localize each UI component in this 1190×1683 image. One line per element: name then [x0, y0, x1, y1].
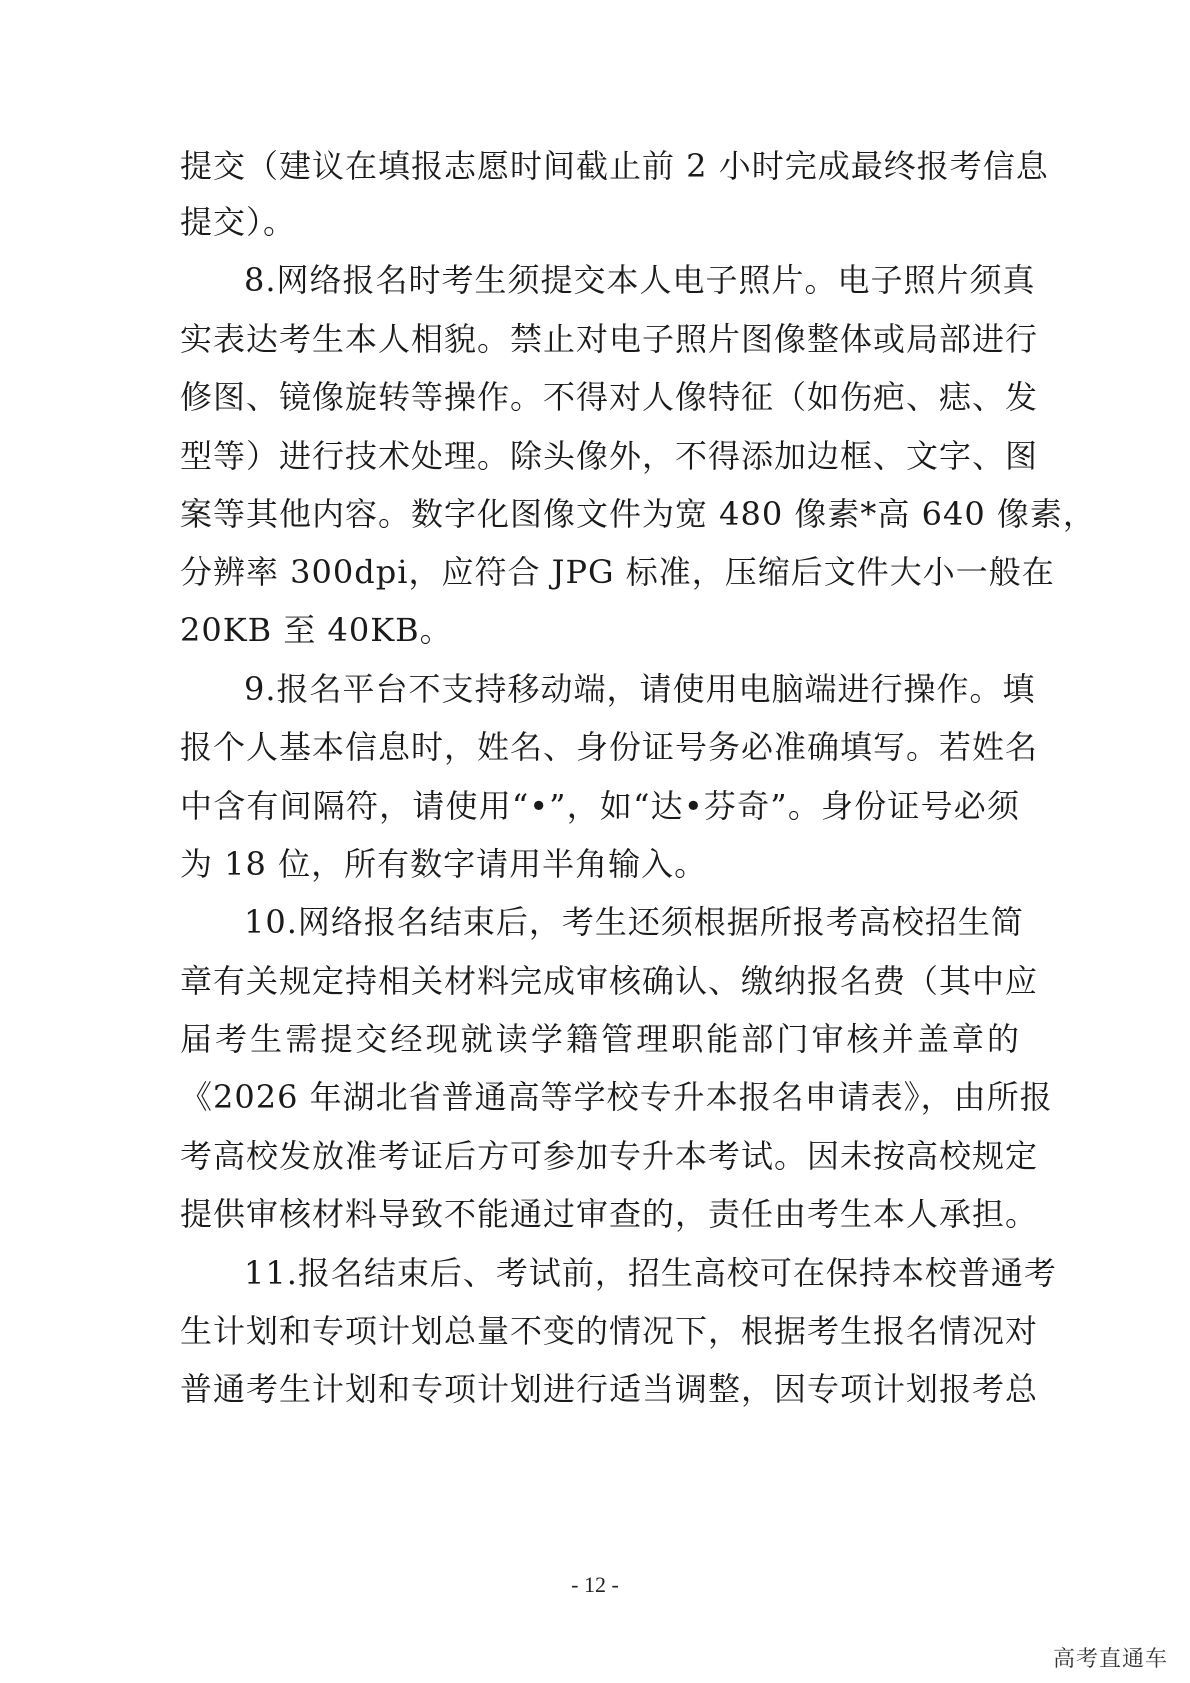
text-line: 型等）进行技术处理。除头像外，不得添加边框、文字、图	[180, 437, 1039, 475]
text-line: 10.网络报名结束后，考生还须根据所报考高校招生简	[244, 903, 1024, 941]
text-line: 中含有间隔符，请使用“•”，如“达•芬奇”。身份证号必须	[180, 787, 1020, 825]
text-line: 届考生需提交经现就读学籍管理职能部门审核并盖章的	[180, 1020, 1020, 1058]
text-line: 为 18 位，所有数字请用半角输入。	[180, 845, 708, 883]
text-line: 分辨率 300dpi，应符合 JPG 标准，压缩后文件大小一般在	[180, 553, 1055, 591]
text-line: 提供审核材料导致不能通过审查的，责任由考生本人承担。	[180, 1195, 1039, 1233]
text-line: 考高校发放准考证后方可参加专升本考试。因未按高校规定	[180, 1137, 1039, 1175]
watermark-text: 高考直通车	[1052, 1647, 1168, 1672]
text-line: 修图、镜像旋转等操作。不得对人像特征（如伤疤、痣、发	[180, 378, 1039, 416]
text-line: 章有关规定持相关材料完成审核确认、缴纳报名费（其中应	[180, 962, 1039, 1000]
text-line: 报个人基本信息时，姓名、身份证号务必准确填写。若姓名	[180, 728, 1039, 766]
text-line: 普通考生计划和专项计划进行适当调整，因专项计划报考总	[180, 1370, 1039, 1408]
text-line: 生计划和专项计划总量不变的情况下，根据考生报名情况对	[180, 1312, 1039, 1350]
text-line: 11.报名结束后、考试前，招生高校可在保持本校普通考	[244, 1254, 1057, 1292]
page-number: - 12 -	[571, 1572, 619, 1597]
text-line: 实表达考生本人相貌。禁止对电子照片图像整体或局部进行	[180, 320, 1039, 358]
text-line: 8.网络报名时考生须提交本人电子照片。电子照片须真	[244, 261, 1036, 299]
text-line: 提交（建议在填报志愿时间截止前 2 小时完成最终报考信息	[180, 147, 1049, 185]
text-line: 《2026 年湖北省普通高等学校专升本报名申请表》，由所报	[180, 1078, 1053, 1116]
text-line: 20KB 至 40KB。	[180, 611, 453, 649]
text-line: 案等其他内容。数字化图像文件为宽 480 像素*高 640 像素，	[180, 495, 1096, 533]
text-line: 提交）。	[180, 203, 297, 241]
text-line: 9.报名平台不支持移动端，请使用电脑端进行操作。填	[244, 670, 1036, 708]
